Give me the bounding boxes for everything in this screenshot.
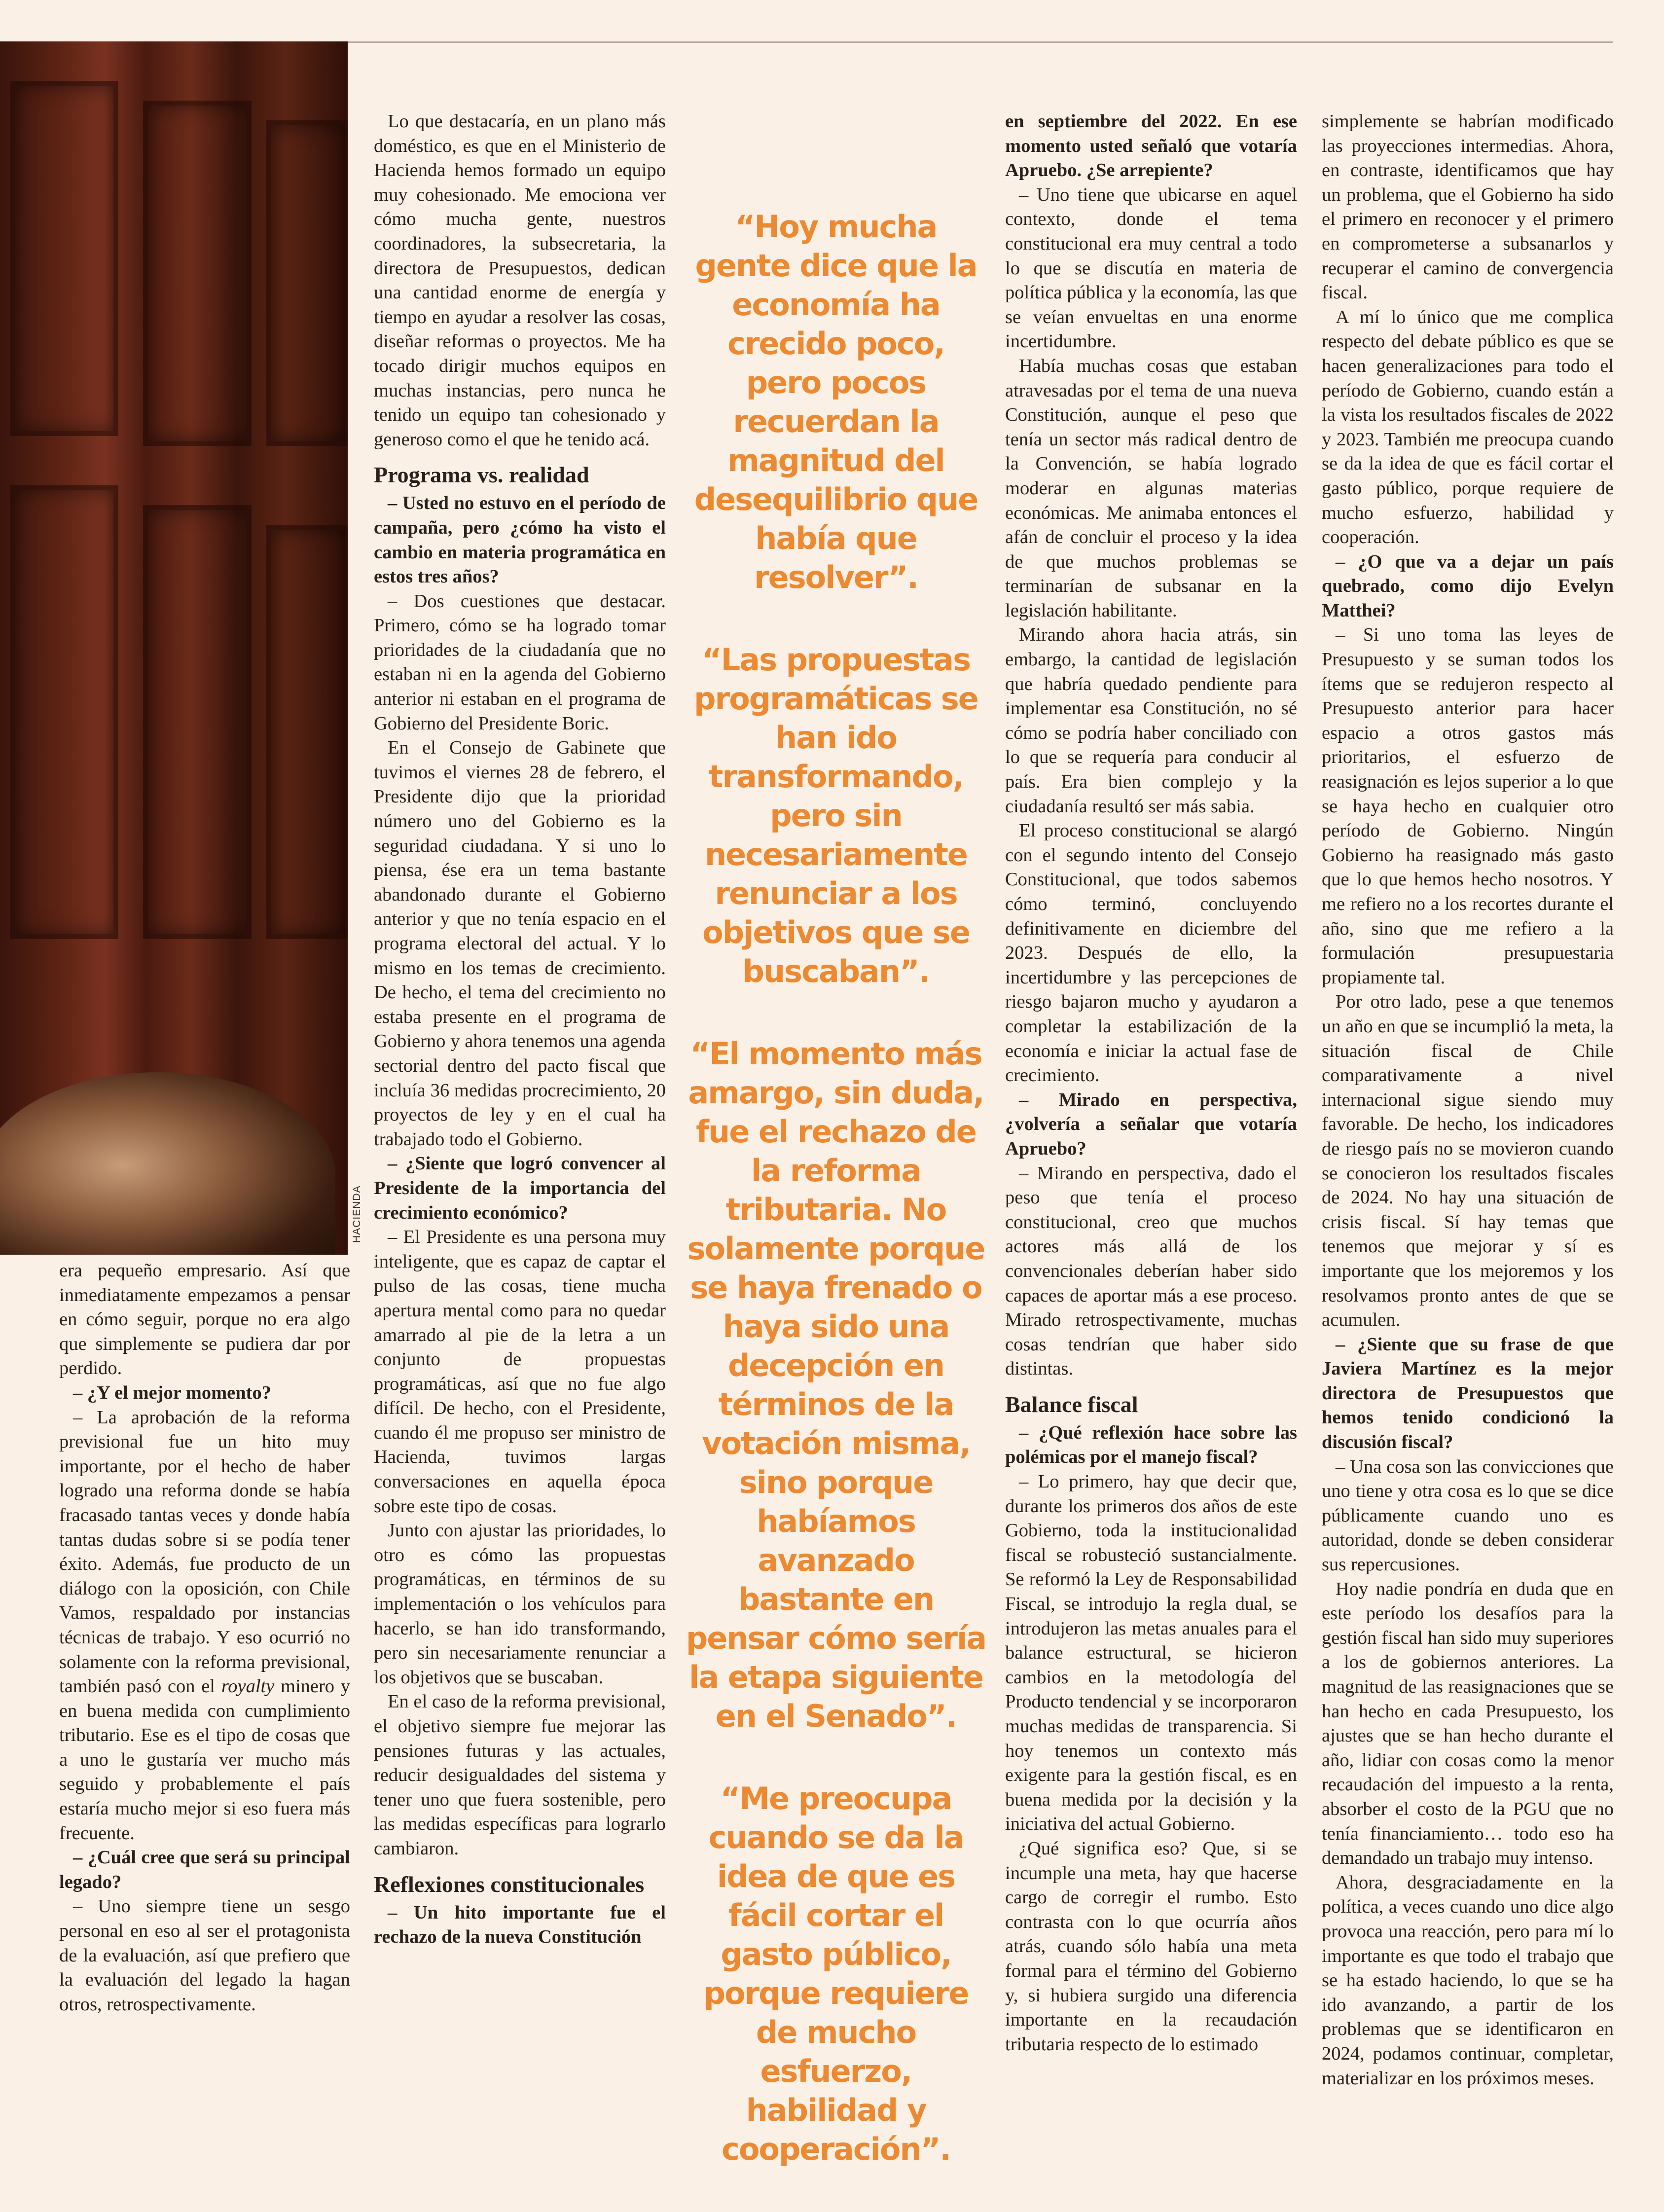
- photo-wood-paneled-room: [0, 41, 348, 1255]
- question: – Usted no estuvo en el período de campaña, pero ¿cómo ha visto el cambio en materia programática en estos tres años?: [374, 493, 666, 587]
- question: en septiembre del 2022. En ese momento usted señaló que votaría Apruebo. ¿Se arrepiente?: [1005, 111, 1297, 181]
- paragraph: – Uno tiene que ubicarse en aquel contexto, donde el tema constitucional era muy central a todo lo que se discutía en materia de política pública y la economía, las que se veían envueltas en una enorme incertidumbre.: [1005, 184, 1297, 352]
- paragraph: – Una cosa son las convicciones que uno tiene y otra cosa es lo que se dice públicamente cuando uno es autoridad, donde se deben considerar sus repercusiones.: [1322, 1456, 1614, 1575]
- pull-quote: “El momento más amargo, sin duda, fue el rechazo de la reforma tributaria. No solamente porque se haya frenado o haya sido una decepción en términos de la votación misma, sino porque habíamos avanzado bastante en pensar cómo sería la etapa siguiente en el Senado”.: [686, 1036, 986, 1734]
- paragraph: Ahora, desgraciadamente en la política, a veces cuando uno dice algo provoca una reacción, pero para mí lo importante es que todo el trabajo que se ha estado haciendo, lo que se ha ido avanzando, a partir de los problemas que se identificaron en 2024, podamos continuar, completar, materializar en los próximos meses.: [1322, 1872, 1614, 2089]
- column-2: [374, 109, 666, 1950]
- text: minero y en buena medida con cumplimiento tributario. Ese es el tipo de cosas que a uno le gustaría ver mucho más seguido y probablemente el país estaría mucho mejor si eso fuera más frecuente.: [59, 1676, 350, 1844]
- paragraph: era pequeño empresario. Así que inmediatamente empezamos a pensar en cómo seguir, porque no era algo que simplemente se pudiera dar por perdido.: [59, 1260, 350, 1379]
- wood-panel: [266, 525, 348, 939]
- question: – ¿O que va a dejar un país quebrado, como dijo Evelyn Matthei?: [1322, 551, 1614, 621]
- carved-chair: [0, 1072, 335, 1255]
- wood-panel: [10, 81, 118, 436]
- question: – Mirado en perspectiva, ¿volvería a señalar que votaría Apruebo?: [1005, 1089, 1297, 1159]
- question: – ¿Qué reflexión hace sobre las polémicas por el manejo fiscal?: [1005, 1422, 1297, 1468]
- paragraph: A mí lo único que me complica respecto del debate público es que se hacen generalizaciones para todo el período de Gobierno, cuando están a la vista los resultados fiscales de 2022 y 2023. También me preocupa cuando se da la idea de que es fácil cortar el gasto público, porque requiere de mucho esfuerzo, habilidad y cooperación.: [1322, 306, 1614, 548]
- pull-quote: “Me preocupa cuando se da la idea de que es fácil cortar el gasto público, porque requiere de mucho esfuerzo, habilidad y cooperación”.: [703, 1780, 969, 2167]
- pull-quotes: [686, 207, 986, 2212]
- italic-term: royalty: [221, 1676, 275, 1697]
- pull-quote: “Las propuestas programáticas se han ido transformando, pero sin necesariamente renunciar a los objetivos que se buscaban”.: [694, 642, 978, 989]
- paragraph: [59, 1406, 350, 1846]
- wood-panel: [143, 101, 252, 446]
- paragraph: – Dos cuestiones que destacar. Primero, cómo se ha logrado tomar prioridades de la ciudadanía que no estaban ni en la agenda del Gobierno anterior ni estaban en el programa de Gobierno del Presidente Boric.: [374, 590, 666, 734]
- column-4: [1322, 109, 1614, 2091]
- paragraph: Hoy nadie pondría en duda que en este período los desafíos para la gestión fiscal han sido muy superiores a los de gobiernos anteriores. La magnitud de las reasignaciones que se han hecho en cada Presupuesto, los ajustes que se han hecho durante el año, lidiar con cosas como la menor recaudación del impuesto a la renta, absorber el costo de la PGU que no tenía financiamiento… todo eso ha demandado un trabajo muy intenso.: [1322, 1578, 1614, 1869]
- paragraph: – Lo primero, hay que decir que, durante los primeros dos años de este Gobierno, toda la institucionalidad fiscal se robusteció sustancialmente. Se reformó la Ley de Responsabilidad Fiscal, se introdujo la regla dual, se introdujeron las metas anuales para el balance estructural, se hicieron cambios en la metodología del Producto tendencial y se incorporaron muchas medidas de transparencia. Si hoy tenemos un contexto más exigente para la gestión fiscal, es en buena medida por la decisión y la iniciativa del actual Gobierno.: [1005, 1471, 1297, 1835]
- section-heading: Reflexiones constitucionales: [374, 1871, 645, 1897]
- paragraph: – Mirando en perspectiva, dado el peso que tenía el proceso constitucional, creo que muchos actores más allá de los convencionales deberían haber sido capaces de aportar más a ese proceso. Mirado retrospectivamente, muchas cosas tendrían que haber sido distintas.: [1005, 1162, 1297, 1379]
- section-heading: Programa vs. realidad: [374, 462, 589, 488]
- paragraph: – Uno siempre tiene un sesgo personal en eso al ser el protagonista de la evaluación, así que prefiero que la evaluación del legado la hagan otros, retrospectivamente.: [59, 1896, 350, 2015]
- paragraph: En el caso de la reforma previsional, el objetivo siempre fue mejorar las pensiones futuras y las actuales, reducir desigualdades del sistema y tener uno que fuera sostenible, pero las medidas específicas para lograrlo cambiaron.: [374, 1691, 666, 1859]
- wood-panel: [266, 120, 348, 446]
- column-3: [1005, 109, 1297, 2057]
- paragraph: – El Presidente es una persona muy inteligente, que es capaz de captar el pulso de las cosas, tiene mucha apertura mental como para no quedar amarrado al pie de la letra a un conjunto de propuestas programáticas, así que no fue algo difícil. De hecho, con el Presidente, cuando él me propuso ser ministro de Hacienda, tuvimos largas conversaciones en aquella época sobre este tipo de cosas.: [374, 1227, 666, 1517]
- question: – ¿Cuál cree que será su principal legado?: [59, 1847, 350, 1892]
- paragraph: En el Consejo de Gabinete que tuvimos el viernes 28 de febrero, el Presidente dijo que la prioridad número uno del Gobierno es la seguridad ciudadana. Y si uno lo piensa, ése era un tema bastante abandonado durante el Gobierno anterior y que no tenía espacio en el programa electoral del actual. Y lo mismo en los temas de crecimiento. De hecho, el tema del crecimiento no estaba presente en el programa de Gobierno y ahora tenemos una agenda sectorial dentro del pacto fiscal que incluía 36 medidas procrecimiento, 20 proyectos de ley y en el cual ha trabajado todo el Gobierno.: [374, 737, 666, 1150]
- section-heading: Balance fiscal: [1005, 1391, 1138, 1417]
- paragraph: Había muchas cosas que estaban atravesadas por el tema de una nueva Constitución, aunque el peso que tenía un sector más radical dentro de la Convención, se había logrado moderar en algunas materias económicas. Me animaba entonces el afán de concluir el proceso y la idea de que muchos problemas se terminarían de subsanar en la legislación habilitante.: [1005, 355, 1297, 621]
- column-1: [59, 1259, 350, 2017]
- paragraph: Junto con ajustar las prioridades, lo otro es cómo las propuestas programáticas, en términos de su implementación o los vehículos para hacerlo, se han ido transformando, pero sin necesariamente renunciar a los objetivos que se buscaban.: [374, 1520, 666, 1688]
- pull-quote: “Hoy mucha gente dice que la economía ha crecido poco, pero pocos recuerdan la magnitud del desequilibrio que había que resolver”.: [694, 209, 978, 595]
- wood-panel: [10, 485, 118, 939]
- paragraph: – Si uno toma las leyes de Presupuesto y se suman todos los ítems que se redujeron respecto al Presupuesto anterior para hacer espacio a otros gastos más prioritarios, el esfuerzo de reasignación es lejos superior a lo que se haya hecho en cualquier otro período de Gobierno. Ningún Gobierno ha reasignado más gasto que lo que hemos hecho nosotros. Y me refiero no a los recortes durante el año, sino que me refiero a la formulación presupuestaria propiamente tal.: [1322, 624, 1614, 988]
- paragraph: Por otro lado, pese a que tenemos un año en que se incumplió la meta, la situación fiscal de Chile comparativamente a nivel internacional sigue siendo muy favorable. De hecho, los indicadores de riesgo país no se movieron cuando se conocieron los resultados fiscales de 2024. No hay una situación de crisis fiscal. Sí hay temas que tenemos que mejorar y sí es importante que los mejoremos y los resolvamos pronto antes de que se acumulen.: [1322, 991, 1614, 1331]
- paragraph: simplemente se habrían modificado las proyecciones intermedias. Ahora, en contraste, identificamos que hay un problema, que el Gobierno ha sido el primero en reconocer y el primero en comprometerse a subsanarlos y recuperar el camino de convergencia fiscal.: [1322, 111, 1614, 303]
- question: – ¿Y el mejor momento?: [73, 1382, 271, 1403]
- paragraph: ¿Qué significa eso? Que, si se incumple una meta, hay que hacerse cargo de corregir el rumbo. Esto contrasta con lo que ocurría años atrás, cuando sólo había una meta formal para el término del Gobierno y, si hubiera surgido una diferencia importante en la recaudación tributaria respecto de lo estimado: [1005, 1838, 1297, 2055]
- question: – Un hito importante fue el rechazo de la nueva Constitución: [374, 1902, 666, 1948]
- wood-panel: [143, 505, 252, 939]
- question: – ¿Siente que logró convencer al Presidente de la importancia del crecimiento económico?: [374, 1153, 666, 1223]
- text: – La aprobación de la reforma previsional fue un hito muy importante, por el hecho de haber logrado una reforma donde se había fracasado tantas veces y donde había tantas dudas sobre si se podía tener éxito. Además, fue producto de un diálogo con la oposición, con Chile Vamos, respaldado por instancias técnicas de trabajo. Y eso ocurrió no solamente con la reforma previsional, también pasó con el: [59, 1407, 350, 1697]
- question: – ¿Siente que su frase de que Javiera Martínez es la mejor directora de Presupuestos que hemos tenido condicionó la discusión fiscal?: [1322, 1334, 1614, 1453]
- top-rule: [348, 41, 1613, 43]
- paragraph: Mirando ahora hacia atrás, sin embargo, la cantidad de legislación que habría quedado pendiente para implementar esa Constitución, no sé cómo se podría haber conciliado con lo que se requería para conducir al país. Era bien complejo y la ciudadanía resultó ser más sabia.: [1005, 624, 1297, 817]
- photo-credit: HACIENDA: [351, 1185, 362, 1243]
- paragraph: Lo que destacaría, en un plano más doméstico, es que en el Ministerio de Hacienda hemos formado un equipo muy cohesionado. Me emociona ver cómo mucha gente, nuestros coordinadores, la subsecretaria, la directora de Presupuestos, dedican una cantidad enorme de energía y tiempo en ayudar a resolver las cosas, diseñar reformas o proyectos. Me ha tocado dirigir muchos equipos en muchas instancias, pero nunca he tenido un equipo tan cohesionado y generoso como el que he tenido acá.: [374, 111, 666, 450]
- paragraph: El proceso constitucional se alargó con el segundo intento del Consejo Constitucional, que todos sabemos cómo terminó, concluyendo definitivamente en diciembre del 2023. Después de ello, la incertidumbre y las percepciones de riesgo bajaron mucho y ayudaron a completar la estabilización de la economía e iniciar la actual fase de crecimiento.: [1005, 820, 1297, 1086]
